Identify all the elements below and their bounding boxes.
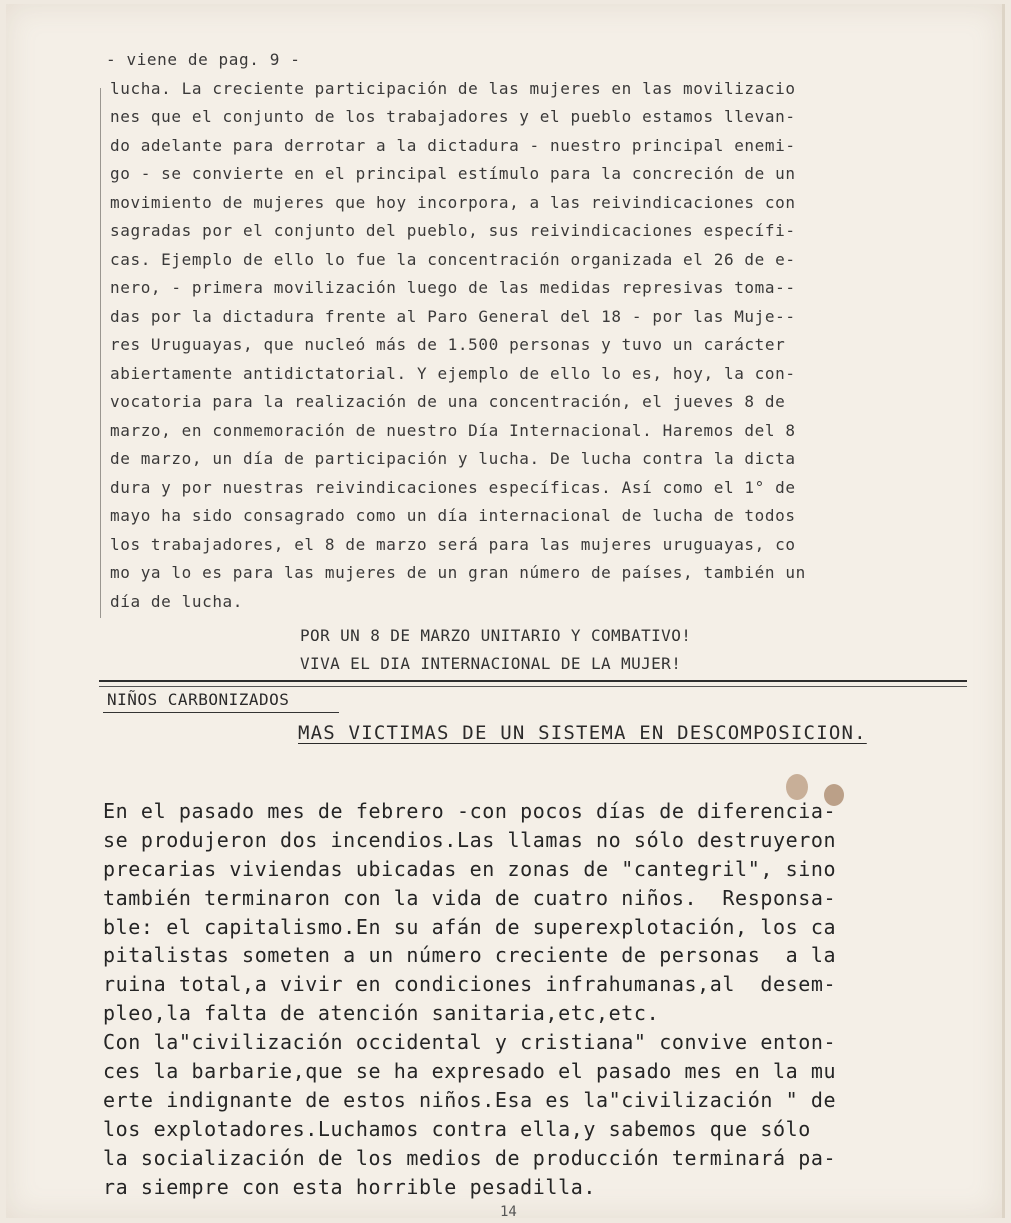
text-line: marzo, en conmemoración de nuestro Día Internacional. Haremos del 8 [110,420,796,440]
text-line: la socialización de los medios de producción terminará pa- [103,1145,837,1170]
margin-rule [100,88,102,618]
text-line: pitalistas someten a un número creciente de personas a la [103,943,837,968]
slogans-block [300,622,691,678]
slogan-line: POR UN 8 DE MARZO UNITARIO Y COMBATIVO! [300,626,692,645]
text-line: ces la barbarie,que se ha expresado el pasado mes en la mu [103,1059,837,1084]
text-line: los explotadores.Luchamos contra ella,y sabemos que sólo [103,1116,811,1141]
text-line: res Uruguayas, que nucleó más de 1.500 personas y tuvo un carácter [110,335,786,354]
article-body [103,797,973,1201]
section-title-underline [103,712,339,713]
continued-article [106,46,970,616]
text-line: erte indignante de estos niños.Esa es la"civilización " de [103,1087,837,1112]
text-line: se produjeron dos incendios.Las llamas no sólo destruyeron [103,827,837,852]
text-line: ra siempre con esta horrible pesadilla. [103,1174,596,1199]
text-line: día de lucha. [110,591,244,611]
section-divider [99,680,967,687]
text-line: mayo ha sido consagrado como un día internacional de lucha de todos [110,506,796,525]
text-line: En el pasado mes de febrero -con pocos días de diferencia- [103,799,837,823]
text-line: mo ya lo es para las mujeres de un gran número de países, también un [110,563,806,582]
text-line: dura y por nuestras reivindicaciones específicas. Así como el 1° de [110,477,796,497]
text-line: abiertamente antidictatorial. Y ejemplo de ello lo es, hoy, la con- [110,363,796,383]
text-line: ble: el capitalismo.En su afán de superexplotación, los ca [103,914,837,939]
text-line: de marzo, un día de participación y lucha. De lucha contra la dicta [110,449,796,468]
text-line: los trabajadores, el 8 de marzo será para las mujeres uruguayas, co [110,534,796,554]
text-line: nero, - primera movilización luego de las medidas represivas toma-- [110,278,796,297]
text-line: movimiento de mujeres que hoy incorpora, a las reivindicaciones con [110,192,796,212]
text-line: ruina total,a vivir en condiciones infrahumanas,al desem- [103,972,837,997]
text-line: sagradas por el conjunto del pueblo, sus reivindicaciones específi- [110,221,796,240]
section-subtitle: MAS VICTIMAS DE UN SISTEMA EN DESCOMPOSICION. [298,722,867,744]
text-line: lucha. La creciente participación de las mujeres en las movilizacio [110,78,796,98]
text-line: das por la dictadura frente al Paro General del 18 - por las Muje-- [110,306,796,326]
text-line: precarias viviendas ubicadas en zonas de "cantegril", sino [103,856,837,881]
text-line: Con la"civilización occidental y cristiana" convive enton- [103,1030,837,1055]
text-line: pleo,la falta de atención sanitaria,etc,etc. [103,1001,660,1026]
page-number: 14 [500,1204,517,1220]
continuation-header: - viene de pag. 9 - [106,50,301,69]
text-line: cas. Ejemplo de ello lo fue la concentración organizada el 26 de e- [110,249,796,269]
slogan-line: VIVA EL DIA INTERNACIONAL DE LA MUJER! [300,654,682,673]
text-line: go - se convierte en el principal estímulo para la concreción de un [110,164,796,183]
text-line: nes que el conjunto de los trabajadores y el pueblo estamos llevan- [110,107,796,126]
text-line: vocatoria para la realización de una concentración, el jueves 8 de [110,392,786,411]
section-title: NIÑOS CARBONIZADOS [107,690,290,709]
text-line: también terminaron con la vida de cuatro niños. Responsa- [103,885,837,910]
text-line: do adelante para derrotar a la dictadura - nuestro principal enemi- [110,135,796,155]
